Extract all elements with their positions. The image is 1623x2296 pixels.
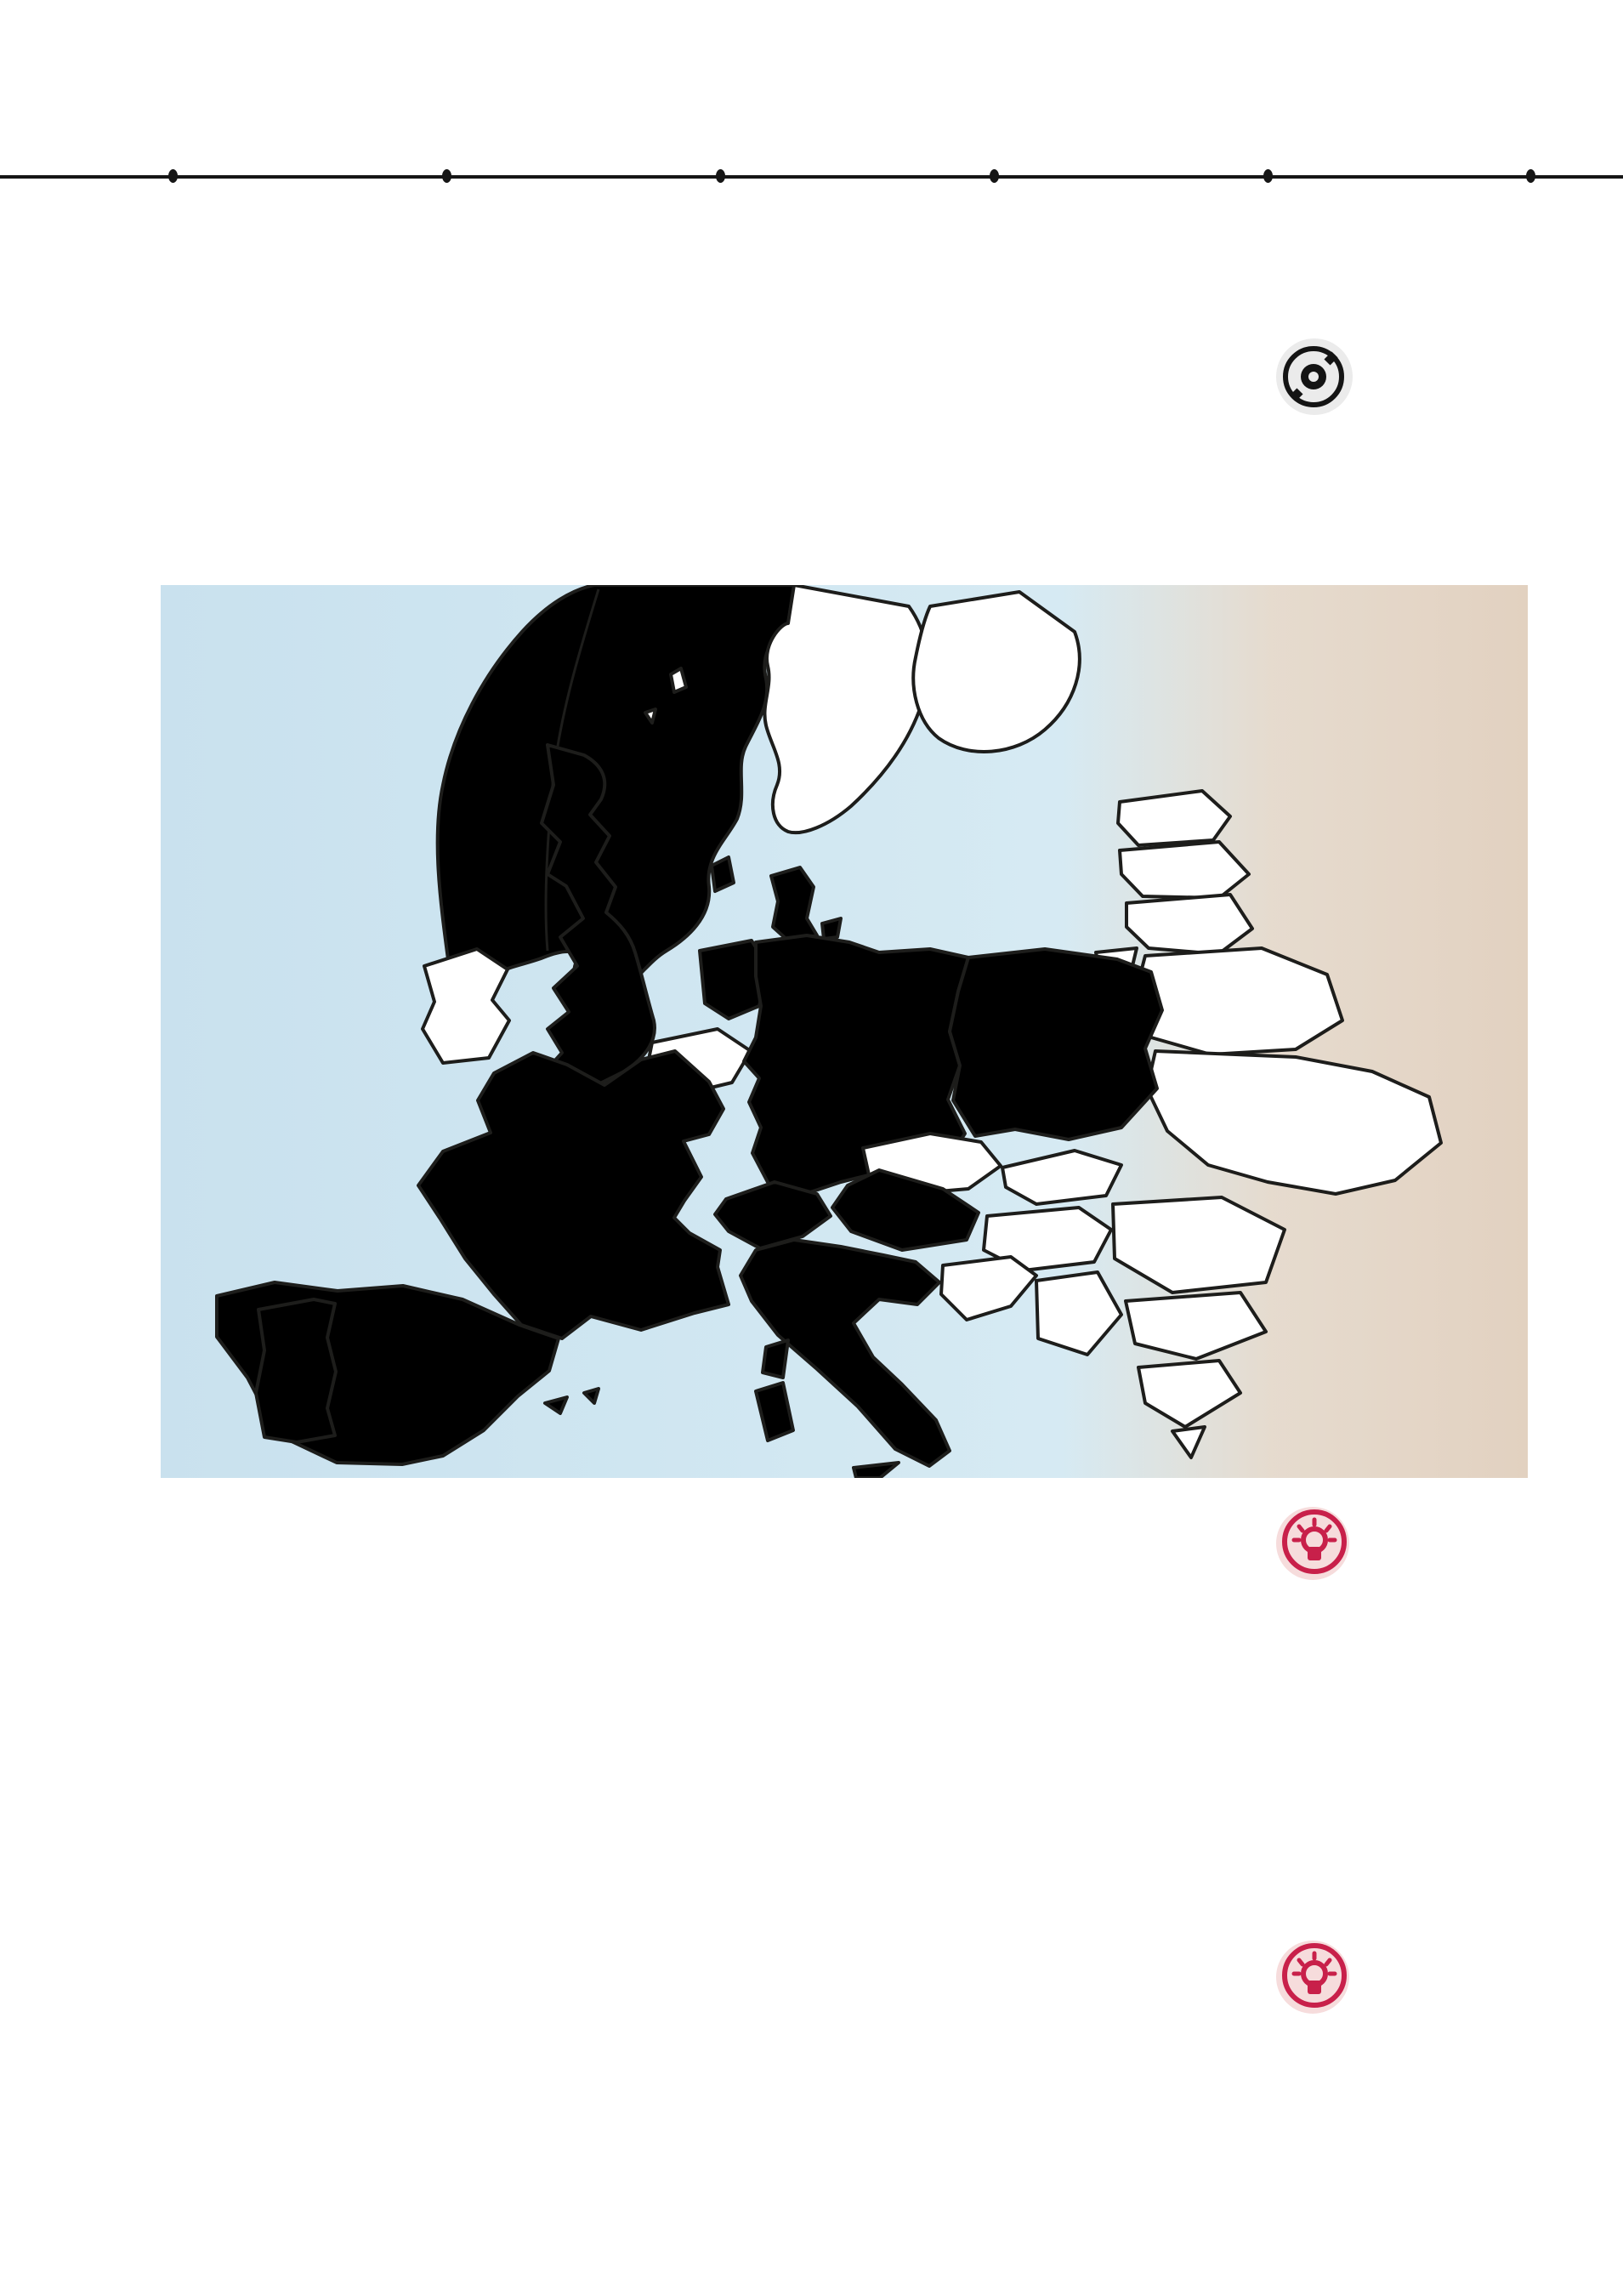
footer-dot-icon — [1510, 2208, 1519, 2217]
header-rule — [0, 175, 1623, 179]
corner-circle-decoration — [1526, 0, 1623, 247]
lightbulb-icon — [1275, 1940, 1350, 2015]
cd-icon — [1274, 337, 1354, 417]
rule-dot — [716, 169, 725, 183]
sprachtipp-box-2 — [1275, 1940, 1539, 2195]
cd-badge — [1274, 337, 1354, 421]
rule-dot — [1526, 169, 1535, 183]
page-footer — [1500, 2204, 1528, 2217]
exercise-ring-icon — [124, 270, 135, 281]
rule-dot — [168, 169, 178, 183]
europe-map-image — [161, 585, 1528, 1478]
rule-dot — [442, 169, 451, 183]
europe-map — [161, 585, 1528, 1478]
lightbulb-icon — [1275, 1506, 1350, 1581]
rule-dot — [990, 169, 999, 183]
rule-dot — [1263, 169, 1273, 183]
sprachtipp-box-1 — [1275, 1506, 1539, 1863]
